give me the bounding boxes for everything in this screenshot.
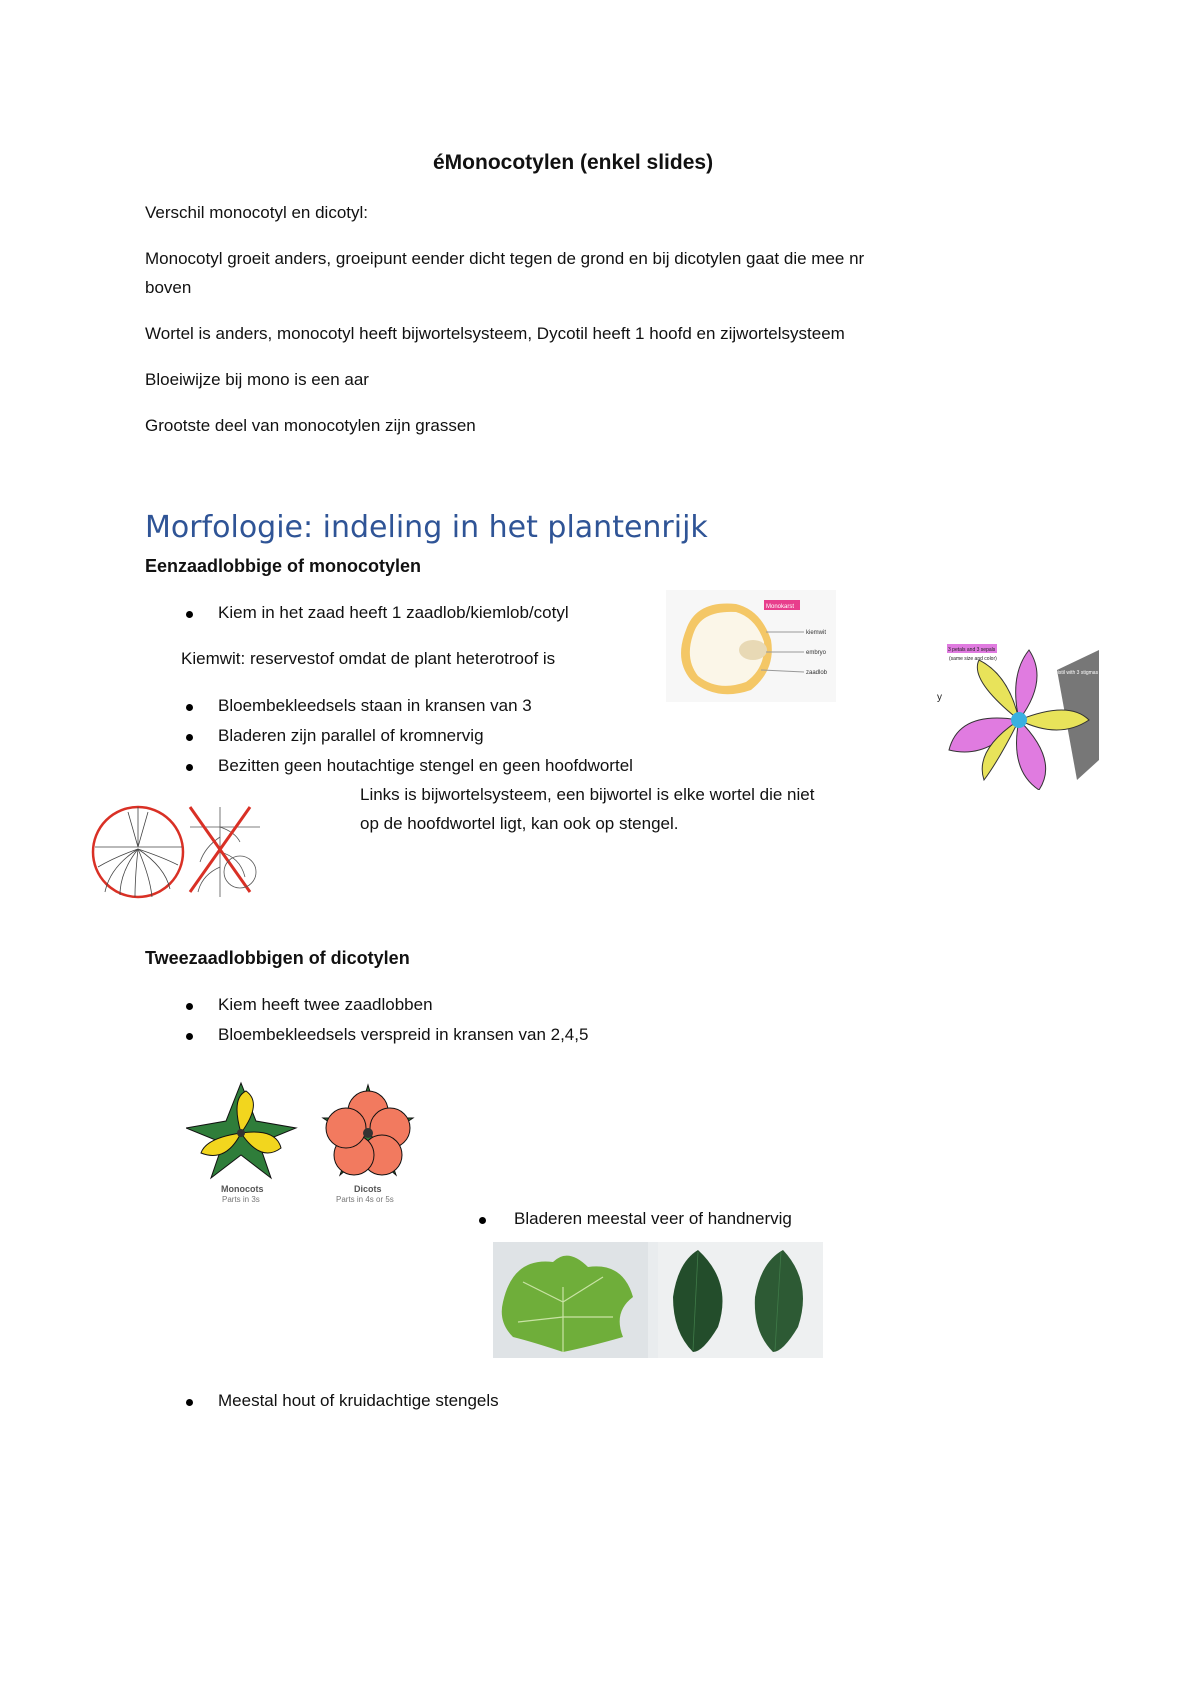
flower-label: pistil with 3 stigmas — [1055, 670, 1099, 676]
seed-cross-section-image — [666, 590, 836, 702]
kiemwit-text: Kiemwit: reservestof omdat de plant heterotroof is — [181, 649, 556, 668]
intro-paragraph: Wortel is anders, monocotyl heeft bijwortelsysteem, Dycotil heeft 1 hoofd en zijwortelsysteem — [145, 324, 845, 343]
intro-paragraph: Monocotyl groeit anders, groeipunt eender dicht tegen de grond en bij dicotylen gaat die mee nr — [145, 249, 865, 268]
list-item: Kiem in het zaad heeft 1 zaadlob/kiemlob/cotyl — [218, 603, 569, 622]
page-title: éMonocotylen (enkel slides) — [433, 151, 714, 174]
root-systems-image — [90, 797, 268, 902]
list-item: Kiem heeft twee zaadlobben — [218, 995, 433, 1014]
seed-label: zaadlob — [806, 670, 828, 676]
bullet-dot — [186, 764, 193, 771]
monocot-flower-diagram-image — [937, 640, 1099, 790]
roots-text: Links is bijwortelsysteem, een bijwortel is elke wortel die niet — [360, 785, 815, 804]
monocot-dicot-flowers-image — [186, 1078, 431, 1208]
leaves-image — [493, 1242, 823, 1358]
bullet-dot — [186, 1033, 193, 1040]
seed-tag-label: Monokarst — [766, 604, 795, 610]
bullet-dot — [186, 734, 193, 741]
list-item: Bezitten geen houtachtige stengel en geen hoofdwortel — [218, 756, 633, 775]
flower-caption: Dicots — [354, 1184, 382, 1194]
list-item: Bloembekleedsels verspreid in kransen van 2,4,5 — [218, 1025, 589, 1044]
bullet-dot — [186, 611, 193, 618]
mono-title: Eenzaadlobbige of monocotylen — [145, 556, 422, 576]
seed-label: embryo — [806, 650, 827, 656]
seed-label: kiemwit — [806, 630, 827, 636]
flower-caption: Parts in 4s or 5s — [336, 1195, 394, 1204]
bullet-dot — [479, 1217, 486, 1224]
flower-label: 3 petals and 3 sepals — [948, 647, 996, 653]
list-item: Meestal hout of kruidachtige stengels — [218, 1391, 499, 1410]
list-item: Bloembekleedsels staan in kransen van 3 — [218, 696, 532, 715]
flower-label: (same size and color) — [949, 656, 997, 662]
flower-label: y — [937, 692, 942, 703]
intro-paragraph: boven — [145, 278, 192, 297]
intro-paragraph: Verschil monocotyl en dicotyl: — [145, 203, 368, 222]
bullet-dot — [186, 704, 193, 711]
intro-paragraph: Bloeiwijze bij mono is een aar — [145, 370, 369, 389]
dicot-title: Tweezaadlobbigen of dicotylen — [145, 948, 410, 968]
flower-caption: Monocots — [221, 1184, 264, 1194]
bullet-dot — [186, 1399, 193, 1406]
intro-paragraph: Grootste deel van monocotylen zijn grassen — [145, 416, 476, 435]
roots-text: op de hoofdwortel ligt, kan ook op stengel. — [360, 814, 679, 833]
flower-caption: Parts in 3s — [222, 1195, 260, 1204]
list-item: Bladeren zijn parallel of kromnervig — [218, 726, 484, 745]
section-heading: Morfologie: indeling in het plantenrijk — [145, 510, 708, 545]
list-item: Bladeren meestal veer of handnervig — [514, 1209, 792, 1228]
bullet-dot — [186, 1003, 193, 1010]
